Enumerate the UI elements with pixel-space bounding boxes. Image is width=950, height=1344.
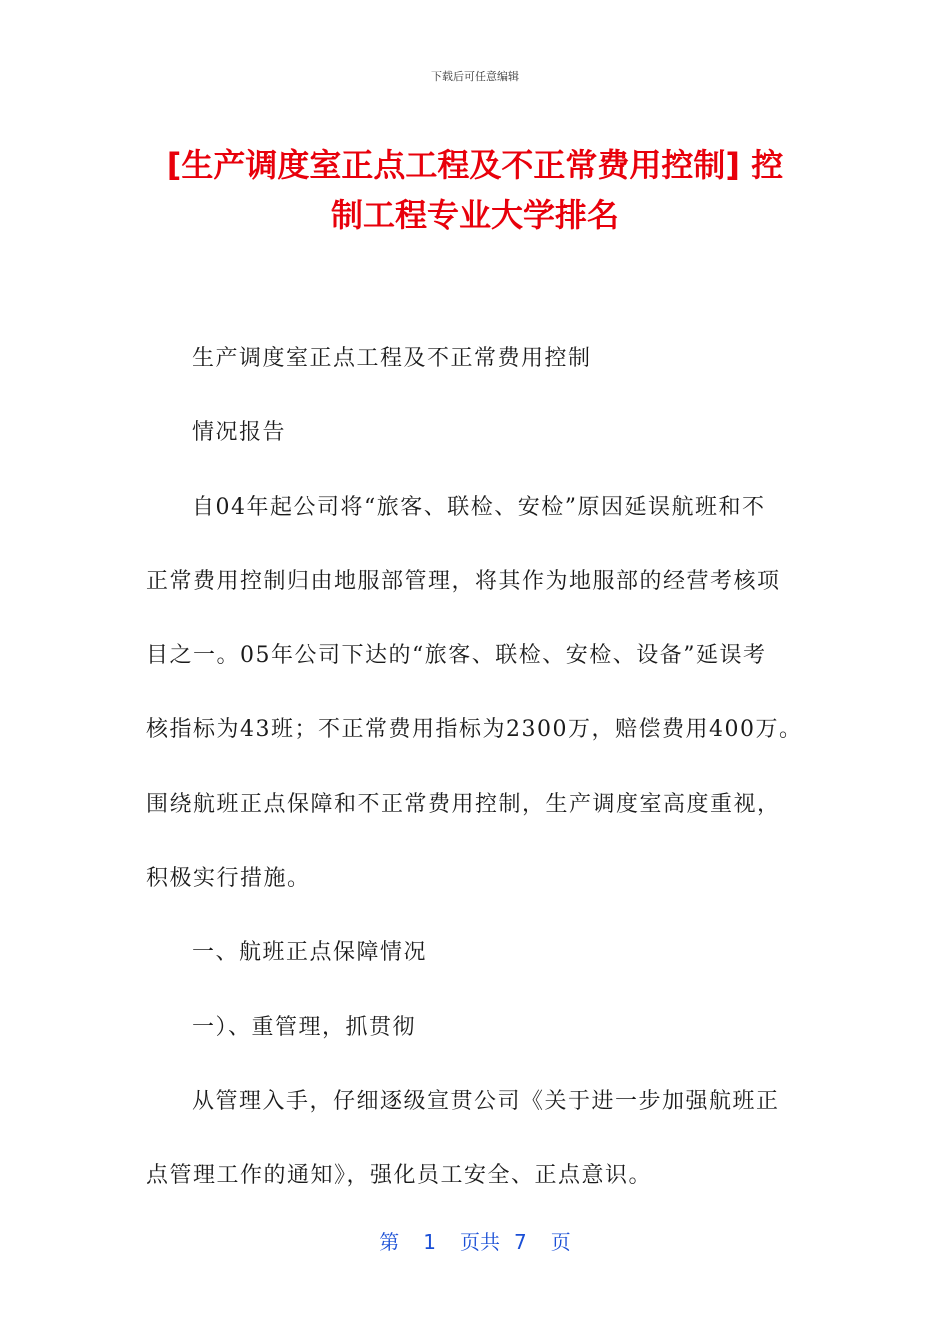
paragraph-line: 围绕航班正点保障和不正常费用控制，生产调度室高度重视， xyxy=(146,791,781,817)
paragraph-line: 点管理工作的通知》，强化员工安全、正点意识。 xyxy=(146,1163,653,1189)
header-note: 下载后可任意编辑 xyxy=(431,70,519,83)
footer-page-label: 第 xyxy=(379,1230,400,1254)
paragraph-line: 从管理入手，仔细逐级宣贯公司《关于进一步加强航班正 xyxy=(192,1088,780,1114)
title-line-2: 制工程专业大学排名 xyxy=(330,196,619,234)
document-body xyxy=(146,322,806,1214)
footer-current-page: 1 xyxy=(423,1230,436,1254)
section-heading: 一、航班正点保障情况 xyxy=(192,940,428,966)
paragraph-line: 核指标为43班；不正常费用指标为2300万，赔偿费用400万。 xyxy=(146,717,803,743)
paragraph-line: 目之一。05年公司下达的“旅客、联检、安检、设备”延误考 xyxy=(146,643,767,669)
paragraph-line: 自04年起公司将“旅客、联检、安检”原因延误航班和不 xyxy=(192,494,766,520)
paragraph-intro xyxy=(146,471,806,917)
subsection-heading: 一）、重管理，抓贯彻 xyxy=(192,1014,417,1040)
paragraph-management xyxy=(146,1065,806,1214)
paragraph-subheading: 情况报告 xyxy=(192,420,287,446)
title-line-1: [生产调度室正点工程及不正常费用控制] 控 xyxy=(166,146,784,184)
paragraph-line: 正常费用控制归由地服部管理，将其作为地服部的经营考核项 xyxy=(146,568,781,594)
footer-total-prefix: 页共 xyxy=(460,1230,500,1254)
paragraph-heading: 生产调度室正点工程及不正常费用控制 xyxy=(192,346,592,371)
page-footer xyxy=(0,1226,950,1255)
footer-total-suffix: 页 xyxy=(550,1230,571,1254)
paragraph-line: 积极实行措施。 xyxy=(146,866,311,892)
document-title xyxy=(140,140,810,240)
footer-total-pages: 7 xyxy=(514,1230,527,1254)
